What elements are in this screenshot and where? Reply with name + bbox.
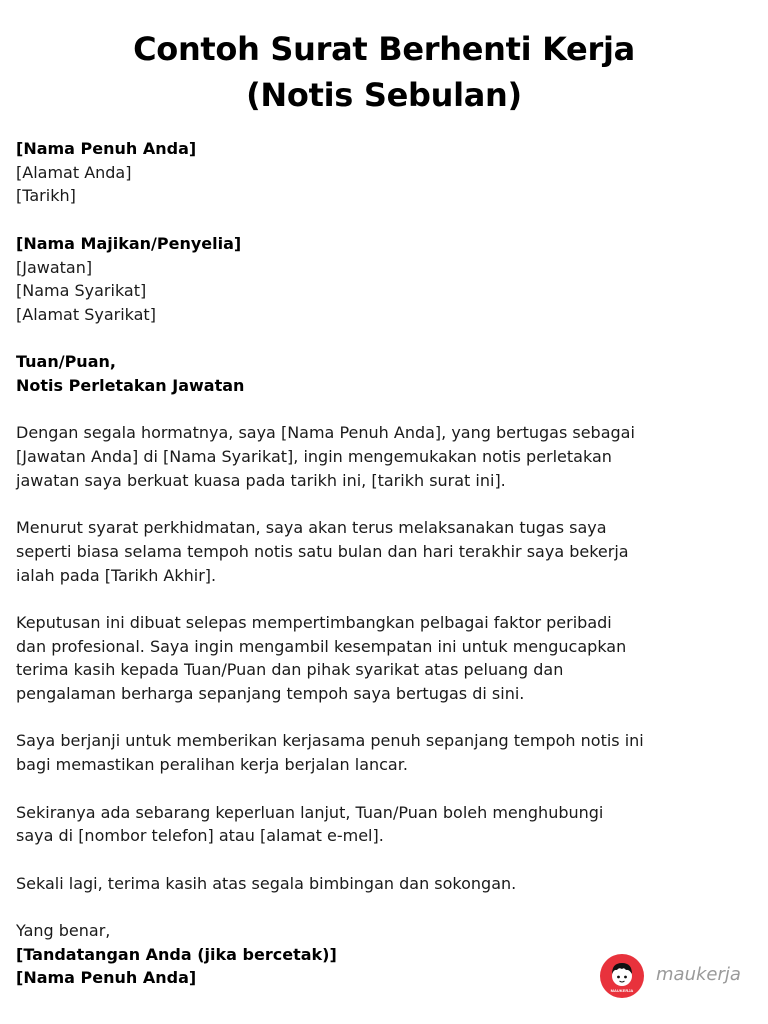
subject: Notis Perletakan Jawatan [16,376,245,395]
closing-name: [Nama Penuh Anda] [16,968,197,988]
paragraph-5-line: Sekiranya ada sebarang keperluan lanjut, Tuan/Puan boleh menghubungi [16,802,604,822]
paragraph-1-line: jawatan saya berkuat kuasa pada tarikh ini, [tarikh surat ini]. [16,470,506,490]
recipient-company: [Nama Syarikat] [16,281,147,301]
paragraph-4-line: Saya berjanji untuk memberikan kerjasama penuh sepanjang tempoh notis ini [16,731,644,751]
sender-date: [Tarikh] [16,186,76,206]
paragraph-2-line: Menurut syarat perkhidmatan, saya akan terus melaksanakan tugas saya [16,518,607,538]
paragraph-3-line: dan profesional. Saya ingin mengambil kesempatan ini untuk mengucapkan [16,636,627,656]
letter-body [16,137,756,990]
logo-badge-icon [600,954,644,998]
recipient-name: [Nama Majikan/Penyelia] [16,233,242,253]
paragraph-6-line: Sekali lagi, terima kasih atas segala bimbingan dan sokongan. [16,873,517,893]
recipient-address: [Alamat Syarikat] [16,304,156,324]
paragraph-1-line: [Jawatan Anda] di [Nama Syarikat], ingin mengemukakan notis perletakan [16,447,612,467]
maukerja-logo [600,954,750,998]
recipient-position: [Jawatan] [16,257,93,277]
paragraph-3-line: terima kasih kepada Tuan/Puan dan pihak syarikat atas peluang dan [16,660,564,680]
svg-text:MAUKERJA: MAUKERJA [610,988,634,993]
signature-placeholder: [Tandatangan Anda (jika bercetak)] [16,944,337,964]
paragraph-2-line: seperti biasa selama tempoh notis satu bulan dan hari terakhir saya bekerja [16,541,629,561]
title-line-1: Contoh Surat Berhenti Kerja [133,30,635,68]
paragraph-5-line: saya di [nombor telefon] atau [alamat e-mel]. [16,826,384,846]
sender-address: [Alamat Anda] [16,162,132,182]
paragraph-1-line: Dengan segala hormatnya, saya [Nama Penuh Anda], yang bertugas sebagai [16,423,635,443]
paragraph-4-line: bagi memastikan peralihan kerja berjalan lancar. [16,755,408,775]
document-title [0,26,768,118]
paragraph-3-line: pengalaman berharga sepanjang tempoh saya bertugas di sini. [16,684,525,704]
sender-name: [Nama Penuh Anda] [16,139,197,158]
valediction: Yang benar, [16,921,111,941]
logo-text: maukerja [656,964,741,985]
salutation: Tuan/Puan, [16,352,116,372]
title-line-2: (Notis Sebulan) [246,76,522,114]
paragraph-3-line: Keputusan ini dibuat selepas mempertimbangkan pelbagai faktor peribadi [16,612,612,632]
paragraph-2-line: ialah pada [Tarikh Akhir]. [16,565,217,585]
